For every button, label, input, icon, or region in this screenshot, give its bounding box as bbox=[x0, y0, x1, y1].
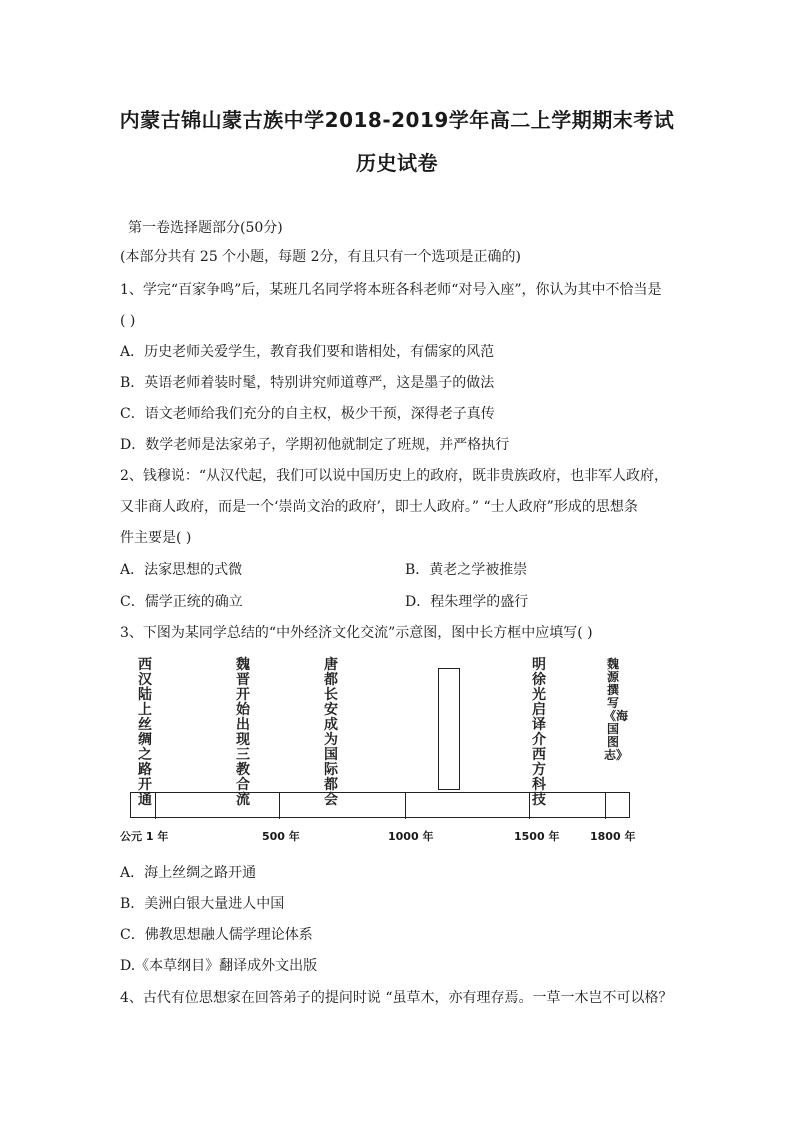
question-2-option-d: D．程朱理学的盛行 bbox=[405, 594, 529, 610]
timeline-divider bbox=[405, 793, 406, 819]
timeline-divider bbox=[529, 793, 530, 819]
figure-label-silk-road: 西汉陆上丝绸之路开通 bbox=[138, 657, 152, 808]
exchange-timeline-figure bbox=[120, 652, 640, 852]
figure-label-wei-yuan: 魏源撰写《海国图志》 bbox=[604, 657, 629, 762]
figure-label-changan: 唐都长安成为国际都会 bbox=[324, 657, 338, 808]
section-heading: 第一卷选择题部分(50分) bbox=[128, 220, 283, 236]
question-2-stem-line3: 件主要是( ) bbox=[120, 530, 192, 546]
year-label: 1000 年 bbox=[388, 830, 434, 843]
timeline-divider bbox=[155, 793, 156, 819]
question-2-option-b: B．黄老之学被推崇 bbox=[405, 562, 528, 578]
section-instruction: (本部分共有 25 个小题，每题 2分，有且只有一个选项是正确的) bbox=[120, 249, 521, 265]
timeline-divider bbox=[605, 793, 606, 819]
question-3-option-c: C．佛教思想融人儒学理论体系 bbox=[120, 927, 313, 943]
question-1-bracket: ( ) bbox=[120, 313, 136, 329]
year-label: 1500 年 bbox=[514, 830, 560, 843]
question-3-option-b: B．美洲白银大量进人中国 bbox=[120, 896, 285, 912]
year-label: 1800 年 bbox=[590, 830, 636, 843]
question-4-stem: 4、古代有位思想家在回答弟子的提问时说 “虽草木，亦有理存焉。一草一木岂不可以格？ bbox=[120, 990, 673, 1006]
question-2-stem-line2: 又非商人政府，而是一个‘崇尚文治的政府’，即士人政府。” “士人政府”形成的思想条 bbox=[120, 499, 638, 515]
figure-label-xu-guangqi: 明徐光启译介西方科技 bbox=[532, 657, 546, 808]
timeline-bar bbox=[130, 792, 630, 818]
page-title-line2: 历史试卷 bbox=[356, 151, 438, 175]
year-label: 500 年 bbox=[262, 830, 300, 843]
timeline-divider bbox=[279, 793, 280, 819]
question-2-option-a: A．法家思想的式微 bbox=[120, 562, 243, 578]
answer-blank-box bbox=[438, 668, 460, 790]
question-1-option-a: A．历史老师关爱学生，教育我们要和谐相处，有儒家的风范 bbox=[120, 344, 495, 360]
question-2-stem-line1: 2、钱穆说：“从汉代起，我们可以说中国历史上的政府，既非贵族政府，也非军人政府， bbox=[120, 468, 669, 484]
question-3-stem: 3、下图为某同学总结的“中外经济文化交流”示意图，图中长方框中应填写( ) bbox=[120, 625, 593, 641]
figure-label-three-teachings: 魏晋开始出现三教合流 bbox=[236, 657, 250, 808]
question-1-stem: 1、学完“百家争鸣”后，某班几名同学将本班各科老师“对号入座”，你认为其中不恰当是 bbox=[120, 282, 662, 298]
question-3-option-a: A．海上丝绸之路开通 bbox=[120, 865, 257, 881]
question-2-option-c: C．儒学正统的确立 bbox=[120, 594, 243, 610]
page-title-line1: 内蒙古锦山蒙古族中学2018-2019学年高二上学期期末考试 bbox=[119, 108, 675, 132]
question-3-option-d: D.《本草纲目》翻译成外文出版 bbox=[120, 958, 318, 974]
year-label: 公元 1 年 bbox=[120, 830, 169, 843]
question-1-option-c: C．语文老师给我们充分的自主权，极少干预，深得老子真传 bbox=[120, 406, 495, 422]
question-1-option-b: B．英语老师着装时髦，特别讲究师道尊严，这是墨子的做法 bbox=[120, 375, 495, 391]
question-1-option-d: D．数学老师是法家弟子，学期初他就制定了班规，并严格执行 bbox=[120, 437, 510, 453]
